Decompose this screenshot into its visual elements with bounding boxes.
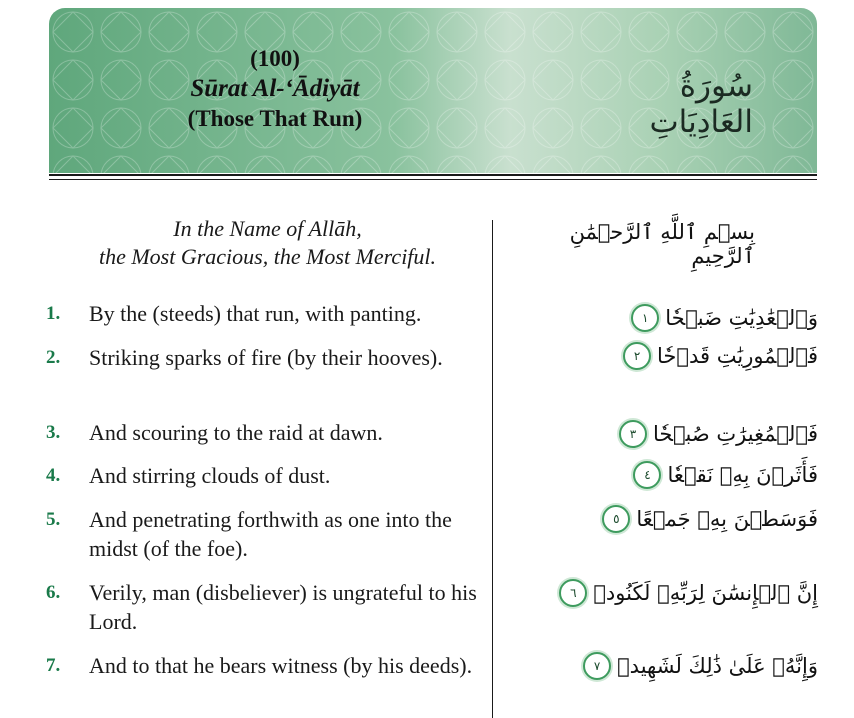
header-rule-thin	[49, 179, 817, 180]
verse-arabic-text: فَأَثَرۡنَ بِهِۦ نَقۡعٗا	[667, 463, 818, 487]
verse-arabic-text: وَإِنَّهُۥ عَلَىٰ ذَٰلِكَ لَشَهِيدٞ	[617, 654, 818, 678]
verse-number: 6.	[46, 582, 61, 603]
verse-6-arabic	[559, 579, 818, 607]
bismillah-arabic: بِسۡمِ ٱللَّهِ ٱلرَّحۡمَٰنِ ٱلرَّحِيمِ	[569, 220, 755, 268]
verse-4-arabic	[633, 461, 818, 489]
verse-number: 1.	[46, 303, 61, 324]
verse-arabic-text: إِنَّ ٱلۡإِنسَٰنَ لِرَبِّهِۦ لَكَنُودٞ	[593, 581, 818, 605]
ayah-marker-icon: ٧	[583, 652, 611, 680]
ayah-marker-icon: ٤	[633, 461, 661, 489]
verse-2-arabic	[623, 342, 818, 370]
verse-arabic-text: وَٱلۡعَٰدِيَٰتِ ضَبۡحٗا	[665, 306, 818, 330]
header-rule-thick	[49, 174, 817, 176]
surah-arabic-title: سُورَةُ العَادِيَاتِ	[649, 68, 753, 140]
verse-text: Striking sparks of fire (by their hooves).	[89, 345, 443, 370]
verse-3-arabic	[619, 420, 818, 448]
surah-transliteration: Sūrat Al-‘Ādiyāt	[190, 75, 360, 102]
bismillah-line-2: the Most Gracious, the Most Merciful.	[98, 244, 437, 269]
verse-number: 5.	[46, 509, 61, 530]
ayah-marker-icon: ٢	[623, 342, 651, 370]
verse-number: 7.	[46, 655, 61, 676]
ayah-marker-icon: ١	[631, 304, 659, 332]
verse-arabic-text: فَوَسَطۡنَ بِهِۦ جَمۡعًا	[636, 507, 818, 531]
verse-number: 4.	[46, 465, 61, 486]
surah-number: (100)	[250, 46, 300, 71]
verse-text: And stirring clouds of dust.	[89, 463, 331, 488]
surah-title-block	[145, 44, 405, 134]
ayah-marker-icon: ٥	[602, 505, 630, 533]
verse-1-arabic	[631, 304, 818, 332]
verse-number: 3.	[46, 422, 61, 443]
bismillah-line-1: In the Name of Allāh,	[173, 216, 362, 241]
verse-number: 2.	[46, 347, 61, 368]
verse-text: And penetrating forthwith as one into the midst (of the foe).	[89, 507, 452, 561]
ayah-marker-icon: ٣	[619, 420, 647, 448]
verse-7-arabic	[583, 652, 818, 680]
surah-header-banner	[49, 8, 817, 173]
verse-arabic-text: فَٱلۡمُورِيَٰتِ قَدۡحٗا	[657, 344, 818, 368]
verse-5-arabic	[602, 505, 818, 533]
verse-text: And to that he bears witness (by his deeds).	[89, 653, 473, 678]
verse-arabic-text: فَٱلۡمُغِيرَٰتِ صُبۡحٗا	[652, 422, 818, 446]
bismillah-english	[50, 215, 485, 271]
verse-text: Verily, man (disbeliever) is ungrateful to his Lord.	[89, 580, 477, 634]
verse-text: By the (steeds) that run, with panting.	[89, 301, 422, 326]
ayah-marker-icon: ٦	[559, 579, 587, 607]
verse-text: And scouring to the raid at dawn.	[89, 420, 383, 445]
column-divider	[492, 220, 493, 718]
surah-translation: (Those That Run)	[187, 106, 363, 131]
